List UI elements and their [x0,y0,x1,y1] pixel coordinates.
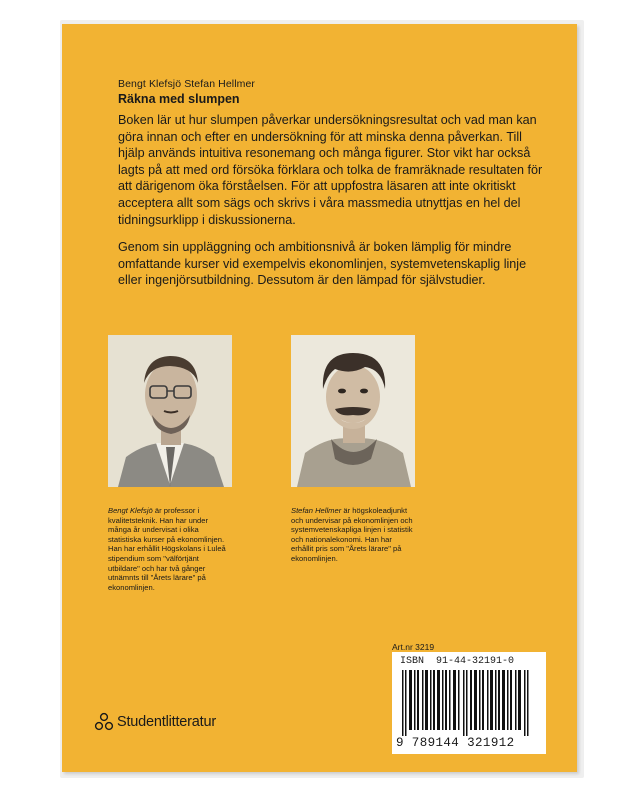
bio-text: är högskoleadjunkt och undervisar på ekonomlinjen och systemvetenskapliga linjen i statistik och nationalekonomi. Han har erhållit pris som "Årets lärare" på ekonomlinjen. [291,506,413,563]
blurb [118,112,546,300]
author-photo-bengt-klefsjo [108,335,232,487]
author-bio-stefan-hellmer [291,506,415,564]
barcode-bars [400,670,538,736]
bio-name: Bengt Klefsjö [108,506,153,515]
blurb-paragraph-2: Genom sin uppläggning och ambitionsnivå är boken lämplig för mindre omfattande kurser vid exempelvis ekonomlinjen, systemvetenskaplig linje eller ingenjörsutbildning. Dessutom är den lämpad för självstudier. [118,240,527,288]
publisher-name: Studentlitteratur [117,714,216,730]
barcode-number: 9 789144 321912 [396,736,515,750]
book-title: Räkna med slumpen [118,92,240,106]
publisher [94,712,216,732]
bio-text: är professor i kvalitetsteknik. Han har under många år undervisat i olika statistiska kurser på ekonomlinjen. Han har erhållit Högskolans i Luleå stipendium som "välförtjänt utbildare" och har två gånger utnämnts till "Årets lärare" på ekonomlinjen. [108,506,226,592]
isbn-text: ISBN 91-44-32191-0 [400,656,515,667]
blurb-paragraph-1: Boken lär ut hur slumpen påverkar undersökningsresultat och vad man kan göra innan och efter en undersökning för att minska denna påverkan. Till hjälp används intuitiva resonemang och många figurer. Stor vikt har också lagts på att med ord försöka förklara och tolka de framräknade resultaten för att därigenom öka förståelsen. För att uppfostra läsaren att inte okritiskt acceptera allt som sägs och skrivs i våra massmedia utnyttjas en hel del tidningsurklipp i diskussionerna. [118,113,543,227]
author-photo-stefan-hellmer [291,335,415,487]
isbn-barcode [392,652,546,754]
authors-line: Bengt Klefsjö Stefan Hellmer [118,78,256,90]
article-number: Art.nr 3219 [392,642,435,652]
book-back-cover [62,24,577,772]
author-bio-bengt-klefsjo [108,506,232,592]
bio-name: Stefan Hellmer [291,506,342,515]
publisher-logo-icon [94,712,114,732]
